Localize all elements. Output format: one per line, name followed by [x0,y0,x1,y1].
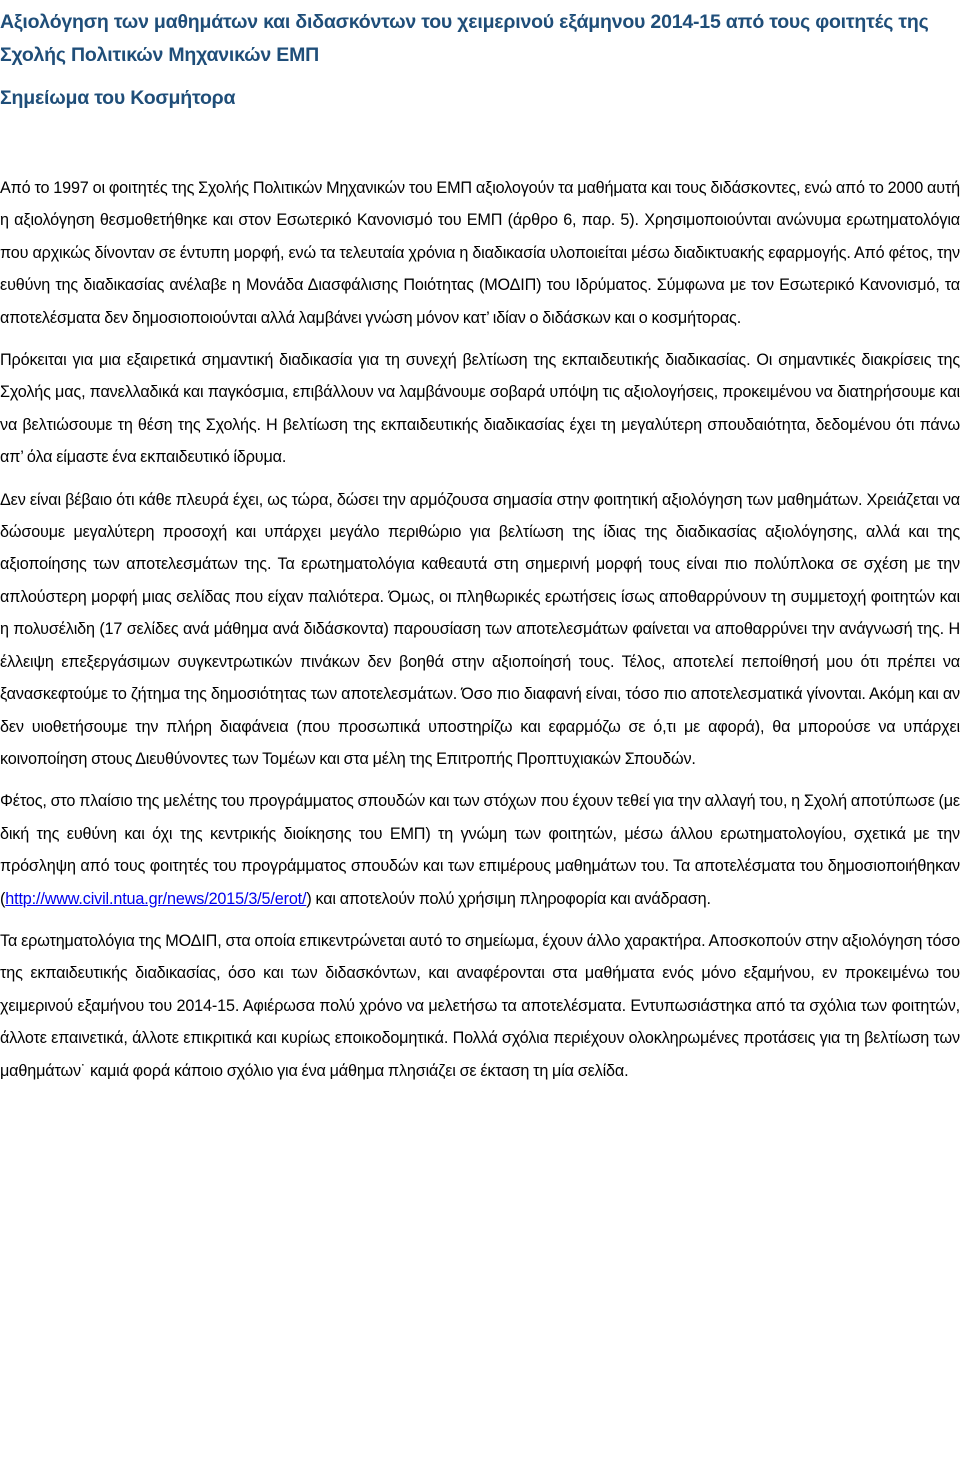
paragraph-2: Πρόκειται για μια εξαιρετικά σημαντική διαδικασία για τη συνεχή βελτίωση της εκπαιδευτικής διαδικασίας. Οι σημαντικές διακρίσεις της Σχολής μας, πανελλαδικά και παγκόσμια, επιβάλλουν να λαμβάνουμε σοβαρά υπόψη τις αξιολογήσεις, προκειμένου να διατηρήσουμε και να βελτιώσουμε τη θέση της Σχολής. Η βελτίωση της εκπαιδευτικής διαδικασίας έχει τη μεγαλύτερη σπουδαιότητα, δεδομένου ότι πάνω απ’ όλα είμαστε ένα εκπαιδευτικό ίδρυμα. [0,351,960,467]
paragraph-4-text-start: Φέτος, στο πλαίσιο της μελέτης του προγράμματος σπουδών και των στόχων που έχουν τεθεί για την αλλαγή του, η Σχολή αποτύπωσε (με δική της ευθύνη και όχι της κεντρικής διοίκησης του ΕΜΠ) τη γνώμη των φοιτητών, μέσω άλλου ερωτηματολογίου, σχετικά με την πρόσληψη από τους φοιτητές του προγράμματος σπουδών και των επιμέρους μαθημάτων του. Τα αποτελέσματα του δημοσιοποιήθηκαν ( [0,792,960,908]
paragraph-5: Τα ερωτηματολόγια της ΜΟΔΙΠ, στα οποία επικεντρώνεται αυτό το σημείωμα, έχουν άλλο χαρακτήρα. Αποσκοπούν στην αξιολόγηση τόσο της εκπαιδευτικής διαδικασίας, όσο και των διδασκόντων, και αναφέρονται στα μαθήματα ενός μόνο εξαμήνου, εν προκειμένω του χειμερινού εξαμήνου του 2014-15. Αφιέρωσα πολύ χρόνο να μελετήσω τα αποτελέσματα. Εντυπωσιάστηκα από τα σχόλια των φοιτητών, άλλοτε επαινετικά, άλλοτε επικριτικά και κυρίως εποικοδομητικά. Πολλά σχόλια περιέχουν ολοκληρωμένες προτάσεις για τη βελτίωση των μαθημάτων˙ καμιά φορά κάποιο σχόλιο για ένα μάθημα πλησιάζει σε έκταση τη μία σελίδα. [0,931,960,1080]
document-title: Αξιολόγηση των μαθημάτων και διδασκόντων του χειμερινού εξάμηνου 2014-15 από τους φοιτητές της Σχολής Πολιτικών Μηχανικών ΕΜΠ [0,11,929,66]
document-subtitle: Σημείωμα του Κοσμήτορα [0,87,236,109]
paragraph-4 [0,785,960,915]
paragraph-3: Δεν είναι βέβαιο ότι κάθε πλευρά έχει, ως τώρα, δώσει την αρμόζουσα σημασία στην φοιτητική αξιολόγηση των μαθημάτων. Χρειάζεται να δώσουμε μεγαλύτερη προσοχή και υπάρχει μεγάλο περιθώριο για βελτίωση της ίδιας της διαδικασίας αξιολόγησης, αλλά και της αξιοποίησης των αποτελεσμάτων της. Τα ερωτηματολόγια καθεαυτά στη σημερινή μορφή τους είναι πιο πολύπλοκα σε σχέση με την απλούστερη μορφή μιας σελίδας που είχαν παλιότερα. Όμως, οι πληθωρικές ερωτήσεις ίσως αποθαρρύνουν τη συμμετοχή φοιτητών και η πολυσέλιδη (17 σελίδες ανά μάθημα ανά διδάσκοντα) παρουσίαση των αποτελεσμάτων φαίνεται να αποθαρρύνει την ανάγνωσή της. Η έλλειψη επεξεργάσιμων συγκεντρωτικών πινάκων δεν βοηθά στην αξιοποίησή τους. Τέλος, αποτελεί πεποίθησή μου ότι πρέπει να ξανασκεφτούμε το ζήτημα της δημοσιότητας των αποτελεσμάτων. Όσο πιο διαφανή είναι, τόσο πιο αποτελεσματικά γίνονται. Ακόμη και αν δεν υιοθετήσουμε την πλήρη διαφάνεια (που προσωπικά υποστηρίζω και εφαρμόζω σε ό,τι με αφορά), θα μπορούσε να υπάρχει κοινοποίηση στους Διευθύνοντες των Τομέων και στα μέλη της Επιτροπής Προπτυχιακών Σπουδών. [0,490,960,768]
document-body [0,172,960,1097]
results-link[interactable]: http://www.civil.ntua.gr/news/2015/3/5/erot/ [5,889,307,908]
paragraph-4-text-end: ) και αποτελούν πολύ χρήσιμη πληροφορία και ανάδραση. [306,889,711,908]
paragraph-1: Από το 1997 οι φοιτητές της Σχολής Πολιτικών Μηχανικών του ΕΜΠ αξιολογούν τα μαθήματα και τους διδάσκοντες, ενώ από το 2000 αυτή η αξιολόγηση θεσμοθετήθηκε και στον Εσωτερικό Κανονισμό του ΕΜΠ (άρθρο 6, παρ. 5). Χρησιμοποιούνται ανώνυμα ερωτηματολόγια που αρχικώς δίνονταν σε έντυπη μορφή, ενώ τα τελευταία χρόνια η διαδικασία υλοποιείται μέσω διαδικτυακής εφαρμογής. Από φέτος, την ευθύνη της διαδικασίας ανέλαβε η Μονάδα Διασφάλισης Ποιότητας (ΜΟΔΙΠ) του Ιδρύματος. Σύμφωνα με τον Εσωτερικό Κανονισμό, τα αποτελέσματα δεν δημοσιοποιούνται αλλά λαμβάνει γνώση μόνον κατ’ ιδίαν ο διδάσκων και ο κοσμήτορας. [0,179,960,327]
